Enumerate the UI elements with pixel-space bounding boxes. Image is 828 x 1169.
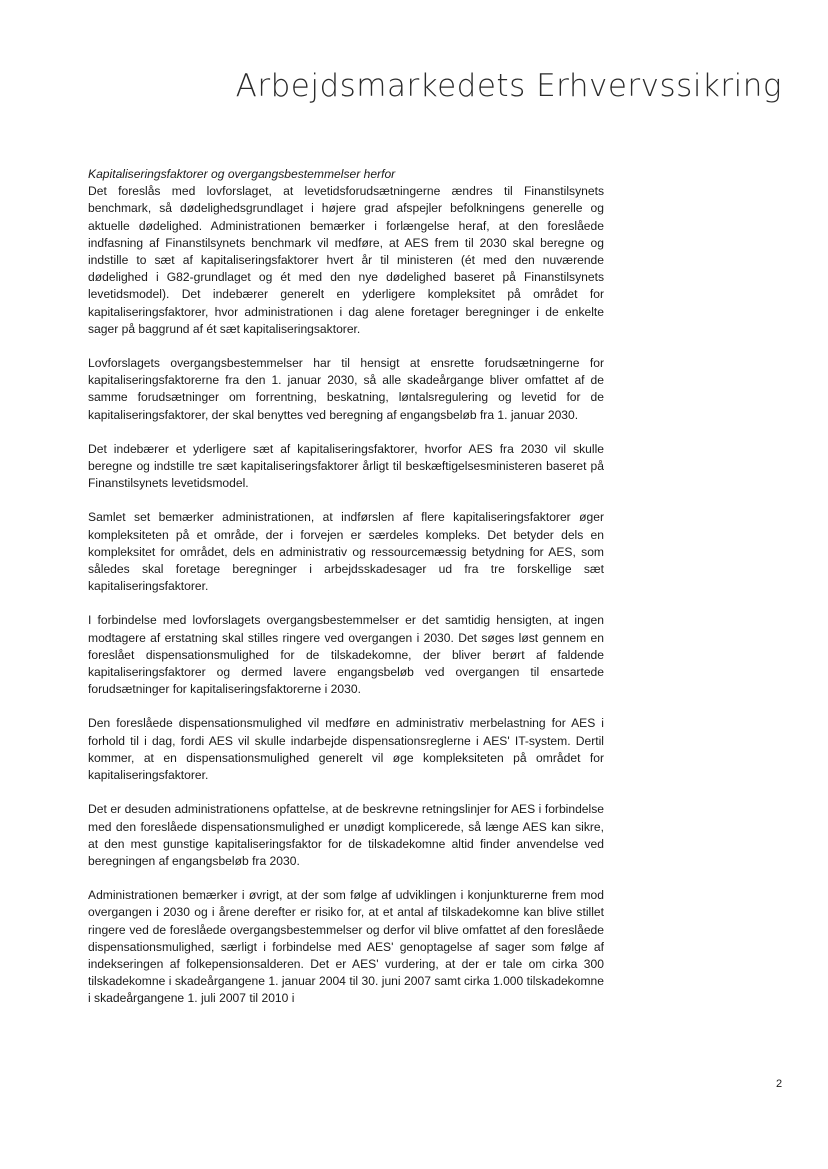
section-heading: Kapitaliseringsfaktorer og overgangsbestemmelser herfor xyxy=(88,167,396,181)
paragraph-8: Administrationen bemærker i øvrigt, at der som følge af udviklingen i konjunkturerne frem mod overgangen i 2030 og i årene derefter er risiko for, at et antal af tilskadekomne kan blive stillet ringere ved de foreslåede overgangsbestemmelser og derfor vil blive omfattet af den foreslåede dispensationsmulighed, særligt i forbindelse med AES' genoptagelse af sager som følge af indekseringen af folkepensionsalderen. Det er AES' vurdering, at der er tale om cirka 300 tilskadekomne i skadeårgangene 1. januar 2004 til 30. juni 2007 samt cirka 1.000 tilskadekomne i skadeårgangene 1. juli 2007 til 2010 i xyxy=(88,888,604,1006)
paragraph-3: Det indebærer et yderligere sæt af kapitaliseringsfaktorer, hvorfor AES fra 2030 vil skulle beregne og indstille tre sæt kapitaliseringsfaktorer årligt til beskæftigelsesministeren baseret på Finanstilsynets levetidsmodel. xyxy=(88,441,604,491)
document-body xyxy=(88,166,604,1025)
paragraph-2: Lovforslagets overgangsbestemmelser har til hensigt at ensrette forudsætningerne for kapitaliseringsfaktorerne fra den 1. januar 2030, så alle skadeårgange bliver omfattet af de samme forudsætninger om forrentning, beskatning, løntalsregulering og levetid for de kapitaliseringsfaktorer, der skal benyttes ved beregning af engangsbeløb fra 1. januar 2030. xyxy=(88,356,604,422)
page-title: Arbejdsmarkedets Erhvervssikring xyxy=(235,68,782,104)
paragraph-1: Det foreslås med lovforslaget, at levetidsforudsætningerne ændres til Finanstilsynets benchmark, så dødelighedsgrundlaget i højere grad afspejler befolkningens generelle og aktuelle dødelighed. Administrationen bemærker i forlængelse heraf, at den foreslåede indfasning af Finanstilsynets benchmark vil medføre, at AES frem til 2030 skal beregne og indstille to sæt af kapitaliseringsfaktorer hvert år til ministeren (ét med den nuværende dødelighed i G82-grundlaget og ét med den nye dødelighed baseret på Finanstilsynets levetidsmodel). Det indebærer generelt en yderligere kompleksitet på området for kapitaliseringsfaktorer, hvor administrationen i dag alene foretager beregninger i de enkelte sager på baggrund af ét sæt kapitaliseringsaktorer. xyxy=(88,184,604,336)
paragraph-7: Det er desuden administrationens opfattelse, at de beskrevne retningslinjer for AES i forbindelse med den foreslåede dispensationsmulighed er unødigt komplicerede, så længe AES kan sikre, at den mest gunstige kapitaliseringsfaktor for de tilskadekomne altid finder anvendelse ved beregningen af engangsbeløb fra 2030. xyxy=(88,802,604,868)
page-number: 2 xyxy=(776,1078,783,1090)
paragraph-5: I forbindelse med lovforslagets overgangsbestemmelser er det samtidig hensigten, at ingen modtagere af erstatning skal stilles ringere ved overgangen i 2030. Det søges løst gennem en foreslået dispensationsmulighed for de tilskadekomne, der bliver berørt af faldende kapitaliseringsfaktorer og dermed lavere engangsbeløb ved overgangen til ensartede forudsætninger for kapitaliseringsfaktorerne i 2030. xyxy=(88,613,604,697)
paragraph-4: Samlet set bemærker administrationen, at indførslen af flere kapitaliseringsfaktorer øger kompleksiteten på et område, der i forvejen er særdeles kompleks. Det betyder dels en kompleksitet for området, dels en administrativ og ressourcemæssig betydning for AES, som således skal foretage beregninger i arbejdsskadesager ud fra tre forskellige sæt kapitaliseringsfaktorer. xyxy=(88,510,604,594)
paragraph-6: Den foreslåede dispensationsmulighed vil medføre en administrativ merbelastning for AES i forhold til i dag, fordi AES vil skulle indarbejde dispensationsreglerne i AES' IT-system. Dertil kommer, at en dispensationsmulighed generelt vil øge kompleksiteten på området for kapitaliseringsfaktorer. xyxy=(88,716,604,783)
